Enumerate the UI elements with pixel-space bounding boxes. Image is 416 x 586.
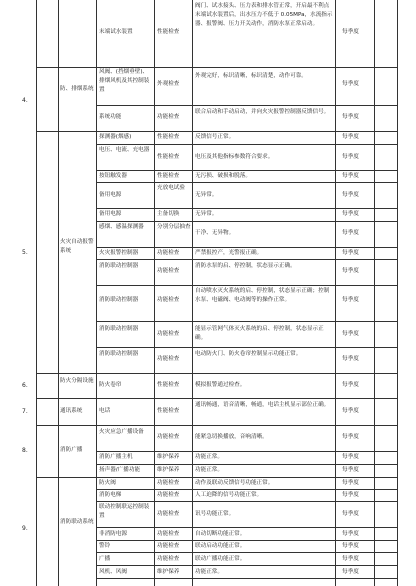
section-number: 6. [22, 382, 28, 389]
grid-line [154, 0, 155, 586]
inspection-frequency: 每季度 [342, 569, 359, 575]
inspection-method: 性能检查 [157, 173, 180, 179]
inspection-method: 功能检查 [157, 543, 180, 549]
inspection-method: 外观检查 [157, 81, 180, 87]
inspection-method: 维护保养 [157, 454, 180, 460]
grid-line [96, 565, 397, 566]
section-number: 5. [22, 249, 28, 256]
grid-line [96, 321, 397, 322]
inspection-requirement: 功能正常。 [195, 467, 223, 473]
grid-line [96, 285, 397, 286]
inspection-frequency: 每季度 [342, 492, 359, 498]
grid-line [96, 247, 397, 248]
grid-line [96, 527, 397, 528]
inspection-method: 功能检查 [157, 511, 180, 517]
inspection-item: 备用电源 [99, 211, 122, 217]
inspection-method: 功能检查 [157, 268, 180, 274]
section-number: 9. [22, 525, 28, 532]
inspection-requirement: 电动防火门、防火卷帘控制显示功能正常。 [195, 351, 302, 357]
grid-line [96, 464, 397, 465]
system-name: 通讯系统 [60, 408, 83, 414]
inspection-item: 扬声器/广播功能 [99, 467, 141, 473]
inspection-method: 性能检查 [157, 408, 180, 414]
inspection-frequency: 每季度 [342, 114, 359, 120]
grid-line [96, 578, 397, 579]
inspection-requirement: 联动启动功能正常。 [195, 543, 246, 549]
section-number: 8. [22, 447, 28, 454]
inspection-item: 消防广播主机 [99, 454, 133, 460]
inspection-item: 消防联动控制器 [99, 326, 139, 332]
grid-line [96, 182, 397, 183]
grid-line [36, 477, 397, 478]
inspection-method: 功能检查 [157, 250, 180, 256]
inspection-method: 性能检查 [157, 382, 180, 388]
inspection-item: 风阀、(挡烟垂壁)、排烟风机及其控制装置 [99, 69, 150, 93]
inspection-item: 广播 [99, 556, 111, 562]
inspection-item: 防火卷帘 [99, 382, 122, 388]
inspection-item: 感烟、感温探测器 [99, 224, 144, 230]
inspection-item: 按钮触发器 [99, 173, 127, 179]
inspection-item: 火灾报警控制器 [99, 250, 139, 256]
system-name: 火灾自动报警系统 [60, 239, 94, 254]
grid-line [58, 0, 59, 586]
inspection-requirement: 讯号功能正常。 [195, 511, 235, 517]
inspection-requirement: 无异常。 [195, 192, 218, 198]
inspection-method: 功能检查 [157, 434, 180, 440]
grid-line [96, 259, 397, 260]
grid-line [96, 347, 397, 348]
grid-line [96, 552, 397, 553]
inspection-requirement: 无异常。 [195, 211, 218, 217]
inspection-method: 功能检查 [157, 331, 180, 337]
inspection-frequency: 每季度 [342, 230, 359, 236]
inspection-frequency: 每季度 [342, 382, 359, 388]
inspection-item: 电压、电流、充电器 [99, 147, 150, 153]
inspection-requirement: 阀门、试水接头、压力表和排水管正常，开启最不利点末端试水装置后，出水压力不低于 0.05MPa，水流指示器、报警阀、压力开关动作，消防水泵正常启动。 [195, 3, 333, 27]
inspection-requirement: 无污损、破损和脱落。 [195, 173, 251, 179]
inspection-frequency: 每季度 [342, 81, 359, 87]
inspection-item: 消防联动控制器 [99, 297, 139, 303]
inspection-frequency: 每季度 [342, 250, 359, 256]
inspection-frequency: 每季度 [342, 531, 359, 537]
section-number: 7. [22, 408, 28, 415]
inspection-method: 维护保养 [157, 569, 180, 575]
inspection-method: 分别分层抽查 [157, 224, 191, 230]
inspection-item: 消防联动控制器 [99, 351, 139, 357]
inspection-frequency: 每季度 [342, 173, 359, 179]
inspection-frequency: 每季度 [342, 134, 359, 140]
inspection-requirement: 联动广播功能正常。 [195, 556, 246, 562]
system-name: 防火分隔设施 [60, 378, 94, 384]
inspection-frequency: 每季度 [342, 434, 359, 440]
grid-line [96, 501, 397, 502]
inspection-frequency: 每季度 [342, 211, 359, 217]
grid-line [96, 451, 397, 452]
inspection-requirement: 能紧急切换播放，音响清晰。 [195, 434, 268, 440]
inspection-method: 主备切换 [157, 211, 180, 217]
grid-line [397, 0, 398, 586]
inspection-item: 火灾应急广播设备 [99, 429, 144, 435]
inspection-item: 探测器(烟感) [99, 134, 132, 140]
inspection-requirement: 电压及其他指标参数符合要求。 [195, 154, 274, 160]
inspection-item: 联动控制联运控制装置 [99, 504, 150, 519]
inspection-item: 消防电梯 [99, 492, 122, 498]
inspection-requirement: 干净、无异物。 [195, 230, 235, 236]
inspection-frequency: 每季度 [342, 192, 359, 198]
inspection-requirement: 反馈信号正常。 [195, 134, 235, 140]
inspection-frequency: 每季度 [342, 467, 359, 473]
inspection-item: 末端试水装置 [99, 29, 133, 35]
grid-line [96, 540, 397, 541]
inspection-requirement: 功能正常。 [195, 569, 223, 575]
inspection-frequency: 每季度 [342, 268, 359, 274]
inspection-requirement: 自动喷水灭火系统的启、停控制，状态显示正确；控制水泵、电磁阀、电动阀等的操作正常。 [195, 288, 330, 303]
grid-line [96, 208, 397, 209]
inspection-method: 充放电试验 [157, 185, 185, 191]
inspection-frequency: 每季度 [342, 408, 359, 414]
inspection-item: 防火阀 [99, 480, 116, 486]
inspection-requirement: 外观完好，标识清晰，标识清楚，动作可靠。 [195, 73, 307, 79]
inspection-frequency: 每季度 [342, 331, 359, 337]
inspection-method: 功能检查 [157, 531, 180, 537]
inspection-item: 电话 [99, 408, 111, 414]
inspection-method: 性能检查 [157, 154, 180, 160]
inspection-item: 消防联动控制器 [99, 263, 139, 269]
inspection-requirement: 能显示管网气体灭火系统的启、停控制，状态显示正确。 [195, 326, 324, 341]
inspection-requirement: 通讯畅通，语音清晰，畅通，电话主机显示部位正确。 [195, 402, 330, 408]
inspection-requirement: 模拟报警通过检查。 [195, 382, 246, 388]
inspection-frequency: 每季度 [342, 154, 359, 160]
grid-line [96, 105, 397, 106]
inspection-frequency: 每季度 [342, 454, 359, 460]
grid-line [96, 144, 397, 145]
grid-line [374, 0, 375, 586]
grid-line [36, 425, 397, 426]
inspection-method: 功能检查 [157, 114, 180, 120]
system-name: 消防联动系统 [60, 519, 94, 525]
inspection-frequency: 每季度 [342, 29, 359, 35]
inspection-method: 功能检查 [157, 492, 180, 498]
grid-line [192, 0, 193, 586]
grid-line [36, 398, 397, 399]
section-number: 4. [22, 97, 28, 104]
grid-line [36, 131, 397, 132]
system-name: 消防广播 [60, 447, 83, 453]
grid-line [96, 489, 397, 490]
inspection-requirement: 自动切断功能正常。 [195, 531, 246, 537]
grid-line [36, 0, 37, 586]
inspection-requirement: 人工迫降的信号功能正常。 [195, 492, 263, 498]
inspection-method: 功能检查 [157, 480, 180, 486]
inspection-requirement: 动作及联动反馈信号功能正常。 [195, 480, 274, 486]
inspection-item: 备用电源 [99, 192, 122, 198]
inspection-method: 性能检查 [157, 29, 180, 35]
grid-line [36, 373, 397, 374]
inspection-method: 性能检查 [157, 134, 180, 140]
grid-line [96, 170, 397, 171]
inspection-frequency: 每季度 [342, 480, 359, 486]
inspection-method: 功能检查 [157, 556, 180, 562]
inspection-frequency: 每季度 [342, 297, 359, 303]
inspection-requirement: 功能正常。 [195, 454, 223, 460]
inspection-frequency: 每季度 [342, 543, 359, 549]
inspection-item: 风机、风阀 [99, 569, 127, 575]
inspection-requirement: 消防水泵的启、停控制，状态显示正确。 [195, 263, 296, 269]
inspection-item: 非消防电源 [99, 531, 127, 537]
grid-line [335, 0, 336, 586]
inspection-method: 功能检查 [157, 297, 180, 303]
inspection-requirement: 严禁报控产，光警报正确。 [195, 250, 263, 256]
inspection-method: 维护保养 [157, 467, 180, 473]
grid-line [36, 67, 397, 68]
system-name: 防、排烟系统 [60, 86, 94, 92]
grid-line [96, 221, 397, 222]
inspection-frequency: 每季度 [342, 556, 359, 562]
inspection-item: 系统功能 [99, 114, 122, 120]
grid-line [96, 0, 97, 586]
inspection-frequency: 每季度 [342, 511, 359, 517]
inspection-method: 功能检查 [157, 356, 180, 362]
inspection-item: 警铃 [99, 543, 111, 549]
inspection-requirement: 联合启动和手动启动，并向火灾报警控制器反馈信号。 [195, 109, 330, 115]
inspection-frequency: 每季度 [342, 356, 359, 362]
